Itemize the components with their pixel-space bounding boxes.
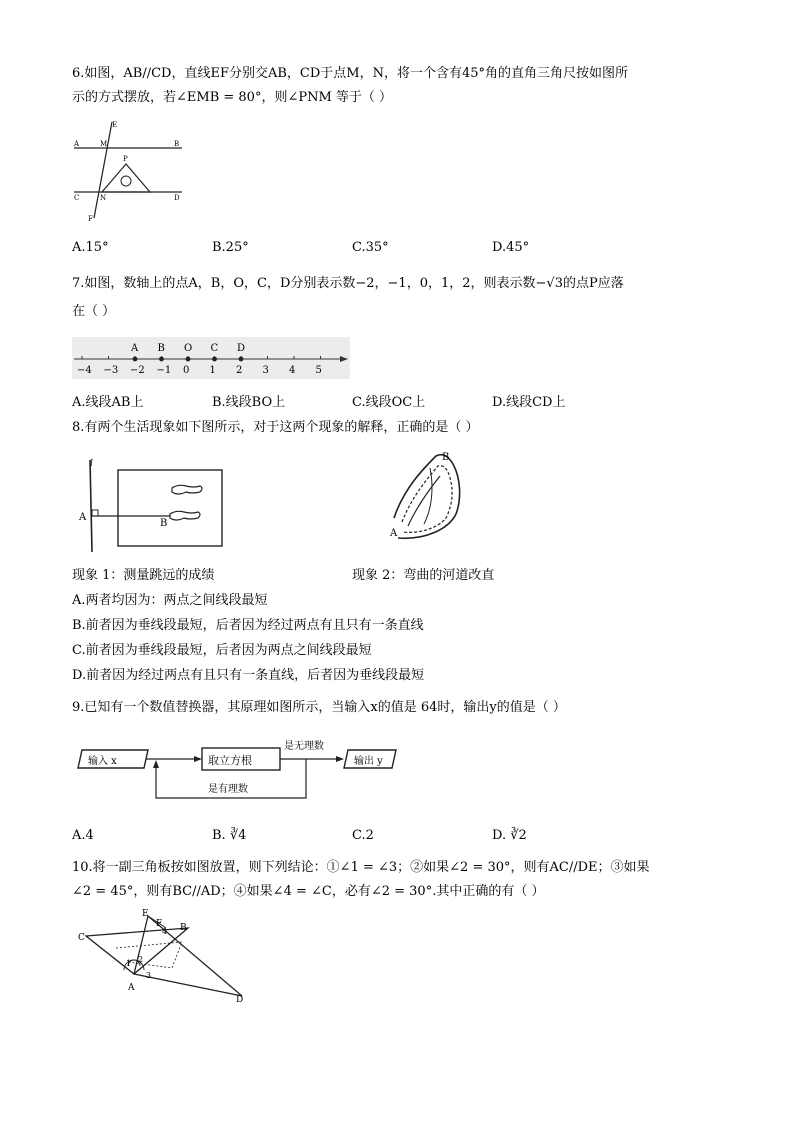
axis-tick-label: −2 <box>130 365 145 376</box>
axis-tick-label: −4 <box>77 365 92 376</box>
q6-label-f: F <box>88 215 93 223</box>
q9-rational-label: 是有理数 <box>208 784 248 795</box>
q10-figure <box>72 908 252 1008</box>
q9-line1: 9.已知有一个数值替换器，其原理如图所示，当输入x的值是 64时，输出y的值是（ ） <box>72 700 566 715</box>
q6-option-b[interactable]: B.25° <box>212 240 249 255</box>
q8-figure-jump <box>74 456 230 556</box>
q8-option-a[interactable]: A.两者均因为：两点之间线段最短 <box>72 593 268 608</box>
axis-point <box>186 357 191 362</box>
q6-label-p: P <box>123 155 128 163</box>
q8-fig1-label-a: A <box>79 512 87 523</box>
axis-point <box>212 357 217 362</box>
q10-label-e: E <box>142 909 149 919</box>
q8-line1: 8.有两个生活现象如下图所示，对于这两个现象的解释，正确的是（ ） <box>72 420 479 435</box>
axis-point <box>159 357 164 362</box>
q7-option-c[interactable]: C.线段OC上 <box>352 395 426 410</box>
q6-label-d: D <box>174 194 180 202</box>
axis-tick-label: 1 <box>209 365 216 376</box>
q6-label-m: M <box>100 140 108 148</box>
axis-point-label: A <box>131 343 139 354</box>
q7-number-line <box>72 337 350 379</box>
q8-fig2-label-a: A <box>390 528 398 539</box>
q7-option-d[interactable]: D.线段CD上 <box>492 395 566 410</box>
q10-label-c: C <box>78 933 85 943</box>
axis-tick-label: −1 <box>156 365 172 376</box>
q6-figure <box>70 118 190 224</box>
axis-point <box>133 357 138 362</box>
axis-point <box>239 357 244 362</box>
q7-line2: 在（ ） <box>72 304 116 319</box>
axis-tick-label: 0 <box>183 365 190 376</box>
q10-angle-2: 2 <box>138 955 144 964</box>
axis-point-label: O <box>184 343 193 354</box>
q9-option-b[interactable]: B. ∛4 <box>212 828 247 843</box>
q9-option-a[interactable]: A.4 <box>72 828 94 843</box>
axis-point-label: B <box>157 343 165 354</box>
axis-tick-label: 5 <box>315 365 322 376</box>
q8-caption-2: 现象 2：弯曲的河道改直 <box>352 568 495 583</box>
q10-angle-1: 1 <box>126 959 132 968</box>
q6-line1: 6.如图，AB//CD，直线EF分别交AB，CD于点M，N，将一个含有45°角的直角三角尺按如图所 <box>72 66 629 81</box>
q7-option-a[interactable]: A.线段AB上 <box>72 395 144 410</box>
axis-tick-label: −3 <box>103 365 119 376</box>
q8-option-d[interactable]: D.前者因为经过两点有且只有一条直线，后者因为垂线段最短 <box>72 668 425 683</box>
q8-fig1-label-b: B <box>160 518 168 529</box>
q6-label-a: A <box>74 140 80 148</box>
q9-irrational-label: 是无理数 <box>284 741 324 752</box>
q7-option-b[interactable]: B.线段BO上 <box>212 395 286 410</box>
q7-line1: 7.如图，数轴上的点A，B，O，C，D分别表示数−2，−1，0，1，2，则表示数−√3的点P应落 <box>72 276 624 291</box>
q10-line2: ∠2 = 45°，则有BC//AD；④如果∠4 = ∠C，必有∠2 = 30°.其中正确的有（ ） <box>72 884 545 899</box>
q6-option-c[interactable]: C.35° <box>352 240 389 255</box>
q8-figure-river <box>384 448 484 552</box>
axis-point-label: C <box>210 343 219 354</box>
q10-label-b: B <box>180 923 187 933</box>
axis-point-label: D <box>237 343 246 354</box>
q10-label-f: F <box>156 919 163 929</box>
q8-caption-1: 现象 1：测量跳远的成绩 <box>72 568 215 583</box>
axis-tick-label: 3 <box>262 365 269 376</box>
q6-label-n: N <box>100 194 107 202</box>
q10-angle-4: 4 <box>162 927 168 936</box>
q9-option-d[interactable]: D. ∛2 <box>492 828 527 843</box>
q9-output-box: 输出 y <box>354 756 383 767</box>
q6-line2: 示的方式摆放，若∠EMB = 80°，则∠PNM 等于（ ） <box>72 90 393 105</box>
q8-option-c[interactable]: C.前者因为垂线段最短，后者因为两点之间线段最短 <box>72 643 372 658</box>
q10-label-a: A <box>128 983 135 993</box>
q6-label-c: C <box>74 194 80 202</box>
axis-tick-label: 2 <box>236 365 243 376</box>
q9-flowchart <box>74 740 404 802</box>
q6-option-d[interactable]: D.45° <box>492 240 530 255</box>
q8-option-b[interactable]: B.前者因为垂线段最短，后者因为经过两点有且只有一条直线 <box>72 618 424 633</box>
q6-label-e: E <box>112 121 118 129</box>
q6-option-a[interactable]: A.15° <box>72 240 109 255</box>
q9-process-box: 取立方根 <box>208 754 252 767</box>
q6-label-b: B <box>174 140 180 148</box>
q10-label-d: D <box>236 995 244 1005</box>
q9-input-box: 输入 x <box>88 756 117 767</box>
q10-line1: 10.将一副三角板按如图放置，则下列结论：①∠1 = ∠3；②如果∠2 = 30°，则有AC//DE；③如果 <box>72 860 650 875</box>
q9-option-c[interactable]: C.2 <box>352 828 374 843</box>
q10-angle-3: 3 <box>146 971 152 980</box>
q8-fig1-label-l: l <box>90 459 93 469</box>
axis-tick-label: 4 <box>289 365 296 376</box>
q8-fig2-label-b: B <box>442 452 450 463</box>
